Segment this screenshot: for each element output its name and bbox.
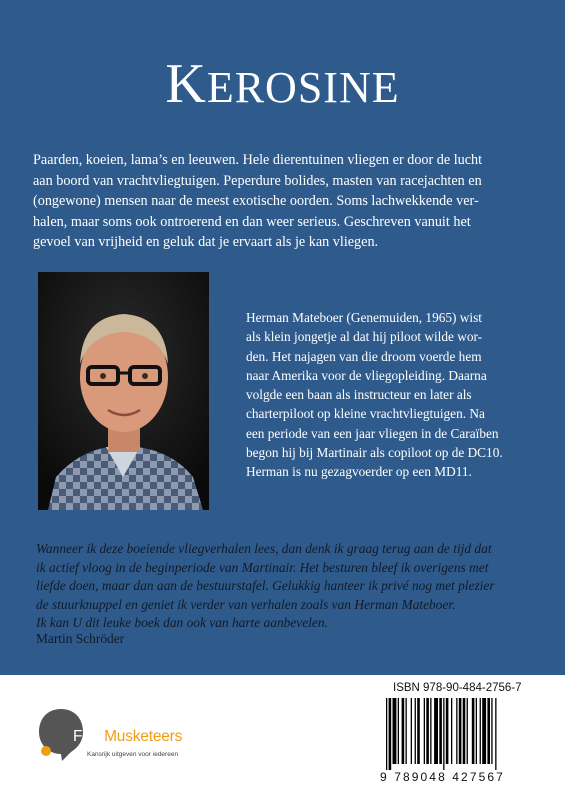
quote-line: liefde doen, maar dan aan de bestuurstafel. Gelukkig hanteer ik privé nog met plezier [36, 578, 495, 594]
quote-line: ik actief vloog in de beginperiode van Martinair. Het besturen bleef ik overigens met [36, 559, 489, 575]
barcode-bar [476, 698, 477, 764]
blurb-line: gevoel van vrijheid en geluk dat je ervaart als je kan vliegen. [33, 234, 379, 250]
blurb-line: aan boord van vrachtvliegtuigen. Peperdure bolides, masten van racejachten en [33, 172, 482, 189]
barcode-bar [411, 698, 412, 764]
bio-line: den. Het najagen van die droom voerde hem [246, 348, 482, 364]
barcode-bar [459, 698, 462, 764]
title-rest: EROSINE [206, 63, 400, 112]
quote-line: Ik kan U dit leuke boek dan ook van harte aanbevelen. [36, 615, 328, 631]
publisher-name [73, 728, 182, 746]
barcode-bar [398, 698, 399, 764]
quote-line: de stuurknuppel en geniet ik verder van verhalen zoals van Herman Mateboer. [36, 596, 456, 612]
isbn-label: ISBN 978-90-484-2756-7 [393, 682, 522, 694]
author-photo [38, 272, 209, 510]
quote-line: Wanneer ik deze boeiende vliegverhalen lees, dan denk ik graag terug aan de tijd dat [36, 541, 492, 556]
barcode-digits: 9 789048 427567 [380, 770, 505, 784]
blurb-line: Paarden, koeien, lama’s en leeuwen. Hele dierentuinen vliegen er door de lucht [33, 152, 483, 168]
barcode-bar [443, 698, 444, 770]
bio-line: een periode van een jaar vliegen in de Caraïben [246, 425, 499, 441]
blurb-line: halen, maar soms ook ontroerend en dan weer serieus. Geschreven vanuit het [33, 213, 471, 230]
barcode-bar [451, 698, 452, 764]
publisher-name-part2: Musketeers [104, 728, 183, 745]
bio-line: Herman Mateboer (Genemuiden, 1965) wist [246, 310, 482, 325]
barcode-bar [480, 698, 481, 764]
barcode-bar [472, 698, 475, 764]
publisher-tagline: Kansrijk uitgeven voor iedereen [87, 751, 179, 758]
book-title [0, 52, 565, 116]
barcode-bar [402, 698, 405, 764]
barcode-bar [463, 698, 466, 764]
book-blurb [33, 150, 533, 253]
barcode-bar [386, 698, 387, 770]
barcode-bar [393, 698, 397, 764]
barcode-bar [415, 698, 416, 764]
title-first-letter: K [165, 53, 207, 115]
author-bio [246, 308, 530, 482]
barcode-bar [456, 698, 457, 764]
quote-author: Martin Schröder [36, 631, 125, 646]
endorsement-quote [36, 540, 536, 633]
author-portrait-image [38, 272, 209, 510]
bio-line: charterpiloot op kleine vrachtvliegtuigen. Na [246, 406, 485, 422]
barcode-bar [482, 698, 486, 764]
barcode-bar [446, 698, 449, 764]
bio-line: begon hij bij Martinair als copiloot op de DC10. [246, 445, 503, 461]
barcode-bar [406, 698, 407, 764]
barcode-bar [487, 698, 490, 764]
barcode-bar [424, 698, 425, 764]
bio-line: Herman is nu gezagvoerder op een MD11. [246, 464, 472, 480]
barcode-bar [467, 698, 468, 764]
barcode-bar [426, 698, 429, 764]
barcode-bar [439, 698, 442, 764]
barcode-bar [417, 698, 420, 764]
isbn-barcode-icon [380, 698, 545, 770]
barcode-bar [491, 698, 492, 764]
barcode-bar [434, 698, 438, 764]
bio-line: als klein jongetje al dat hij piloot wilde wor- [246, 329, 483, 345]
bio-line: naar Amerika voor de vliegopleiding. Daarna [246, 367, 487, 383]
barcode-bar [495, 698, 496, 770]
publisher-name-part1: Free [73, 728, 105, 745]
barcode-bar [389, 698, 392, 770]
bio-line: volgde een baan als instructeur en later als [246, 387, 472, 403]
blurb-line: (ongewone) mensen naar de meest exotische oorden. Soms lachwekkende ver- [33, 193, 479, 209]
barcode-bar [430, 698, 431, 764]
